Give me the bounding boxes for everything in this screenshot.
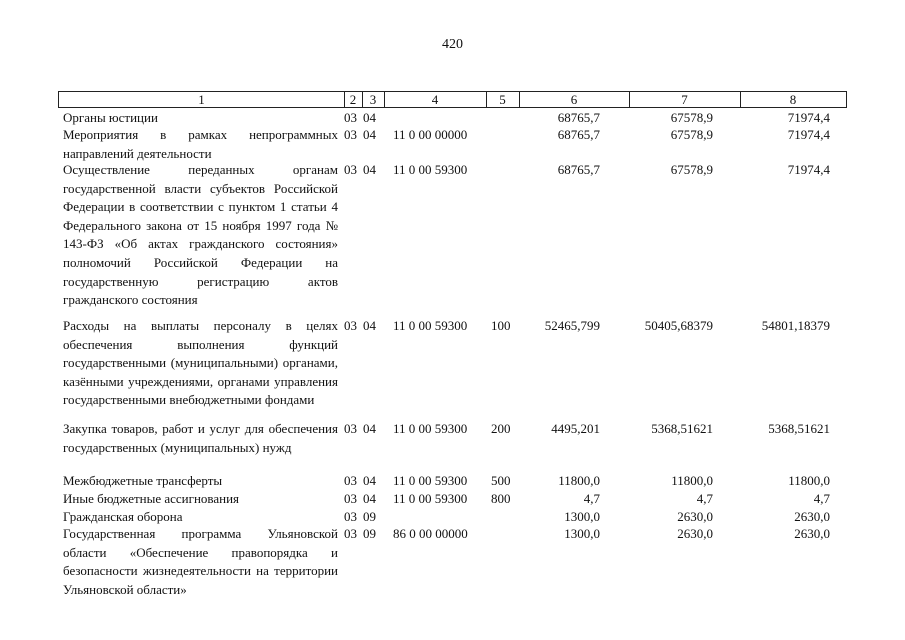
header-col-6: 6 [570, 92, 578, 107]
row-name: Закупка товаров, работ и услуг для обеспечения государственных (муниципальных) нужд [63, 421, 338, 455]
row-subsection: 09 [363, 509, 376, 524]
row-subsection: 04 [363, 473, 376, 488]
header-col-4: 4 [431, 92, 439, 107]
table-header [58, 91, 847, 108]
row-expense-type: 800 [491, 491, 511, 506]
header-col-5: 5 [499, 92, 506, 107]
row-name: Расходы на выплаты персоналу в целях обеспечения выполнения функций государственными (муниципальными) органами, казёнными учреждениями, органами управления государственными внебюджетными фондами [63, 318, 338, 408]
row-subsection: 09 [363, 526, 376, 541]
row-subsection: 04 [363, 127, 376, 142]
row-name: Осуществление переданных органам государственной власти субъектов Российской Федерации в соответствии с пунктом 1 статьи 4 Федерального закона от 15 ноября 1997 года № 143-ФЗ «Об актах гражданского состояния» полномочий Российской Федерации на государственную регистрацию актов гражданского состояния [63, 162, 338, 308]
row-name: Государственная программа Ульяновской области «Обеспечение правопорядка и безопасности жизнедеятельности на территории Ульяновской области» [63, 526, 338, 597]
row-section: 03 [344, 127, 357, 142]
row-target-code: 11 0 00 59300 [393, 491, 468, 506]
row-amount-col6: 11800,0 [558, 473, 600, 488]
row-amount-col6: 1300,0 [564, 509, 600, 524]
row-subsection: 04 [363, 110, 376, 125]
row-amount-col8: 2630,0 [794, 526, 830, 541]
header-col-3: 3 [369, 92, 377, 107]
header-col-1: 1 [198, 92, 205, 107]
row-section: 03 [344, 473, 357, 488]
row-name: Иные бюджетные ассигнования [63, 491, 240, 506]
row-name: Гражданская оборона [63, 509, 183, 524]
row-expense-type: 200 [491, 421, 511, 436]
header-col-7: 7 [681, 92, 688, 107]
row-subsection: 04 [363, 318, 376, 333]
row-amount-col6: 4,7 [583, 491, 600, 506]
row-amount-col6: 68765,7 [557, 110, 600, 125]
row-amount-col7: 50405,68379 [644, 318, 713, 333]
row-amount-col8: 5368,51621 [768, 421, 830, 436]
row-amount-col6: 68765,7 [557, 162, 600, 177]
row-amount-col7: 4,7 [696, 491, 713, 506]
row-amount-col7: 67578,9 [670, 110, 713, 125]
header-col-2: 2 [349, 92, 357, 107]
row-amount-col8: 2630,0 [794, 509, 830, 524]
row-amount-col8: 71974,4 [787, 162, 830, 177]
row-amount-col8: 4,7 [813, 491, 830, 506]
row-section: 03 [344, 491, 357, 506]
row-target-code: 11 0 00 00000 [393, 127, 468, 142]
row-amount-col6: 4495,201 [551, 421, 600, 436]
row-amount-col7: 67578,9 [670, 162, 713, 177]
row-section: 03 [344, 509, 357, 524]
row-section: 03 [344, 526, 357, 541]
row-expense-type: 100 [491, 318, 511, 333]
row-target-code: 11 0 00 59300 [393, 421, 468, 436]
row-amount-col6: 68765,7 [557, 127, 600, 142]
row-name: Межбюджетные трансферты [63, 473, 223, 488]
row-amount-col8: 54801,18379 [761, 318, 830, 333]
row-amount-col7: 11800,0 [671, 473, 713, 488]
row-target-code: 11 0 00 59300 [393, 473, 468, 488]
row-section: 03 [344, 110, 357, 125]
row-section: 03 [344, 162, 357, 177]
page-number: 420 [442, 37, 463, 52]
row-amount-col7: 67578,9 [670, 127, 713, 142]
row-subsection: 04 [363, 491, 376, 506]
row-name: Мероприятия в рамках непрограммных направлений деятельности [63, 127, 338, 161]
row-target-code: 86 0 00 00000 [393, 526, 468, 541]
row-amount-col8: 11800,0 [788, 473, 830, 488]
row-amount-col8: 71974,4 [787, 110, 830, 125]
row-target-code: 11 0 00 59300 [393, 318, 468, 333]
row-subsection: 04 [363, 162, 376, 177]
row-subsection: 04 [363, 421, 376, 436]
row-expense-type: 500 [491, 473, 511, 488]
row-amount-col7: 5368,51621 [651, 421, 713, 436]
row-amount-col6: 1300,0 [564, 526, 600, 541]
header-col-8: 8 [789, 92, 797, 107]
row-amount-col8: 71974,4 [787, 127, 830, 142]
row-amount-col7: 2630,0 [677, 526, 713, 541]
row-amount-col6: 52465,799 [544, 318, 600, 333]
row-target-code: 11 0 00 59300 [393, 162, 468, 177]
row-amount-col7: 2630,0 [677, 509, 713, 524]
row-section: 03 [344, 318, 357, 333]
row-name: Органы юстиции [63, 110, 158, 125]
row-section: 03 [344, 421, 357, 436]
